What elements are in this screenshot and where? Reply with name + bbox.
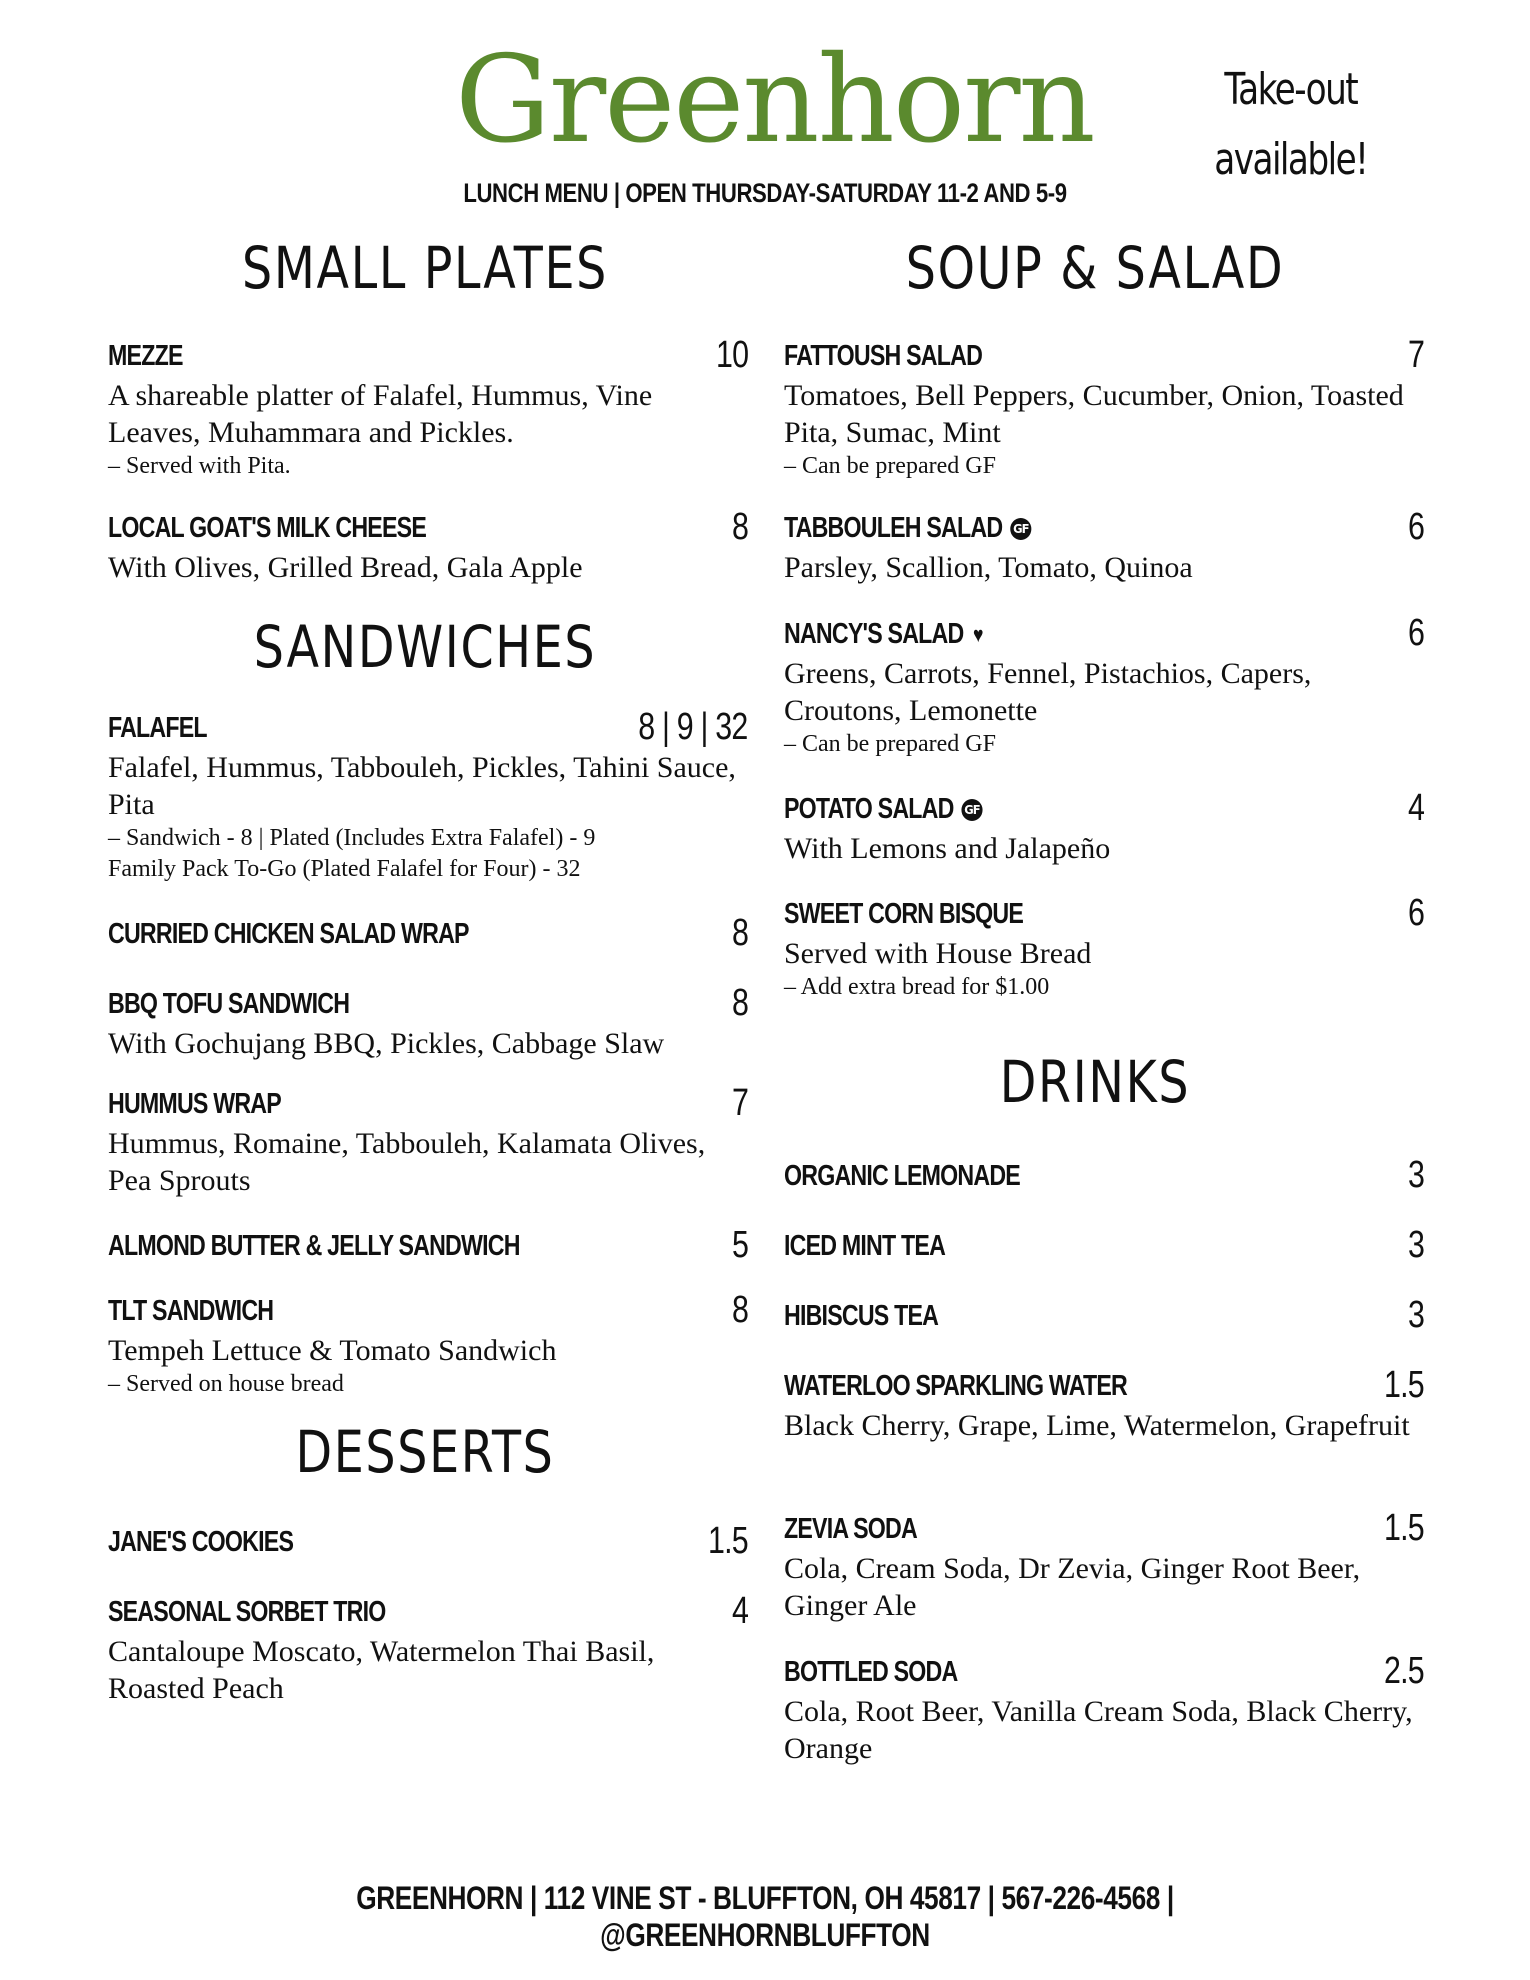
menu-item: [108, 1590, 748, 1707]
item-name-text: TABBOULEH SALAD: [784, 512, 1003, 544]
item-price: 6: [1407, 892, 1424, 934]
item-name: MEZZE: [108, 340, 183, 372]
item-note: – Served with Pita.: [108, 453, 291, 479]
item-description: Greens, Carrots, Fennel, Pistachios, Capers, Croutons, Lemonette: [784, 657, 1312, 727]
item-name: HIBISCUS TEA: [784, 1300, 939, 1332]
item-price: 3: [1407, 1224, 1424, 1266]
item-name: [784, 793, 981, 826]
menu-item: [784, 1154, 1424, 1196]
menu-item: [784, 1224, 1424, 1266]
section-title-soup-salad: SOUP & SALAD: [905, 234, 1285, 302]
menu-item: [784, 787, 1424, 867]
section-title-small-plates: SMALL PLATES: [242, 234, 608, 302]
item-note: – Can be prepared GF: [784, 453, 996, 479]
item-description: With Olives, Grilled Bread, Gala Apple: [108, 551, 583, 584]
item-name: HUMMUS WRAP: [108, 1088, 281, 1120]
gluten-free-icon: GF: [1010, 518, 1031, 540]
menu-item: [108, 982, 748, 1062]
item-note: – Can be prepared GF: [784, 731, 996, 757]
restaurant-logo: Greenhorn: [455, 31, 1094, 170]
item-name: ICED MINT TEA: [784, 1230, 946, 1262]
item-description: Black Cherry, Grape, Lime, Watermelon, Grapefruit: [784, 1409, 1410, 1442]
menu-item: [108, 334, 748, 482]
menu-item: [784, 1507, 1424, 1624]
item-description: Cola, Cream Soda, Dr Zevia, Ginger Root Beer, Ginger Ale: [784, 1552, 1361, 1622]
footer-contact: GREENHORN | 112 VINE ST - BLUFFTON, OH 45817 | 567-226-4568 | @GREENHORNBLUFFTON: [356, 1880, 1174, 1953]
item-price: 8: [731, 506, 748, 548]
section-title-sandwiches: SANDWICHES: [253, 613, 597, 681]
menu-item: [784, 1650, 1424, 1767]
item-description: With Lemons and Jalapeño: [784, 832, 1111, 865]
item-description: Parsley, Scallion, Tomato, Quinoa: [784, 551, 1193, 584]
menu-item: [784, 892, 1424, 1003]
item-price: 7: [731, 1082, 748, 1124]
item-price: 1.5: [1384, 1364, 1424, 1406]
menu-subtitle: LUNCH MENU | OPEN THURSDAY-SATURDAY 11-2 AND 5-9: [463, 178, 1067, 208]
item-price: 2.5: [1384, 1650, 1424, 1692]
item-description: Tempeh Lettuce & Tomato Sandwich: [108, 1334, 557, 1367]
item-price: 6: [1407, 612, 1424, 654]
item-name: ALMOND BUTTER & JELLY SANDWICH: [108, 1230, 520, 1262]
item-name: SWEET CORN BISQUE: [784, 898, 1024, 930]
menu-item: [108, 1224, 748, 1266]
item-price: 1.5: [708, 1520, 748, 1562]
item-description: Cantaloupe Moscato, Watermelon Thai Basil, Roasted Peach: [108, 1635, 655, 1705]
item-price: 10: [715, 334, 748, 376]
item-name: FALAFEL: [108, 712, 207, 744]
item-name-text: NANCY'S SALAD: [784, 618, 964, 650]
menu-item: [784, 1364, 1424, 1444]
heart-icon: ♥: [973, 622, 983, 648]
item-name: BBQ TOFU SANDWICH: [108, 988, 350, 1020]
item-name: ZEVIA SODA: [784, 1513, 917, 1545]
item-price: 4: [1407, 787, 1424, 829]
item-note: Family Pack To-Go (Plated Falafel for Four) - 32: [108, 856, 581, 882]
item-name: TLT SANDWICH: [108, 1295, 274, 1327]
item-name: ORGANIC LEMONADE: [784, 1160, 1020, 1192]
section-title-desserts: DESSERTS: [295, 1418, 555, 1486]
item-description: Falafel, Hummus, Tabbouleh, Pickles, Tahini Sauce, Pita: [108, 751, 736, 821]
item-name: FATTOUSH SALAD: [784, 340, 983, 372]
item-description: A shareable platter of Falafel, Hummus, Vine Leaves, Muhammara and Pickles.: [108, 379, 653, 449]
item-name-text: POTATO SALAD: [784, 793, 954, 825]
item-name: JANE'S COOKIES: [108, 1526, 294, 1558]
menu-item: [108, 1520, 748, 1562]
takeout-line-2: available!: [1214, 134, 1368, 185]
item-price: 8 | 9 | 32: [638, 706, 748, 748]
menu-item: [784, 334, 1424, 482]
item-note: – Served on house bread: [108, 1371, 344, 1397]
item-name: SEASONAL SORBET TRIO: [108, 1596, 386, 1628]
takeout-line-1: Take-out: [1224, 64, 1358, 115]
item-note: – Sandwich - 8 | Plated (Includes Extra Falafel) - 9: [108, 825, 596, 851]
menu-item: [108, 912, 748, 954]
menu-item: [108, 1082, 748, 1199]
menu-item: [108, 1289, 748, 1400]
item-name: [784, 512, 1029, 545]
item-name: BOTTLED SODA: [784, 1656, 958, 1688]
item-name: LOCAL GOAT'S MILK CHEESE: [108, 512, 427, 544]
item-price: 1.5: [1384, 1507, 1424, 1549]
menu-item: [784, 506, 1424, 586]
item-price: 3: [1407, 1154, 1424, 1196]
item-name: CURRIED CHICKEN SALAD WRAP: [108, 918, 469, 950]
item-description: With Gochujang BBQ, Pickles, Cabbage Slaw: [108, 1027, 665, 1060]
item-name: WATERLOO SPARKLING WATER: [784, 1370, 1127, 1402]
item-price: 8: [731, 912, 748, 954]
gluten-free-icon: GF: [961, 799, 982, 821]
item-note: – Add extra bread for $1.00: [784, 974, 1050, 1000]
item-description: Served with House Bread: [784, 937, 1092, 970]
item-price: 5: [731, 1224, 748, 1266]
item-price: 3: [1407, 1294, 1424, 1336]
item-name: [784, 618, 983, 651]
item-price: 7: [1407, 334, 1424, 376]
menu-item: [784, 1294, 1424, 1336]
menu-item: [108, 506, 748, 586]
item-price: 8: [731, 982, 748, 1024]
menu-item: [784, 612, 1424, 760]
item-price: 6: [1407, 506, 1424, 548]
item-description: Hummus, Romaine, Tabbouleh, Kalamata Olives, Pea Sprouts: [108, 1127, 706, 1197]
item-price: 8: [731, 1289, 748, 1331]
item-description: Tomatoes, Bell Peppers, Cucumber, Onion, Toasted Pita, Sumac, Mint: [784, 379, 1404, 449]
menu-item: [108, 706, 748, 885]
takeout-note: [1205, 55, 1377, 195]
item-price: 4: [731, 1590, 748, 1632]
section-title-drinks: DRINKS: [999, 1048, 1191, 1116]
item-description: Cola, Root Beer, Vanilla Cream Soda, Black Cherry, Orange: [784, 1695, 1413, 1765]
